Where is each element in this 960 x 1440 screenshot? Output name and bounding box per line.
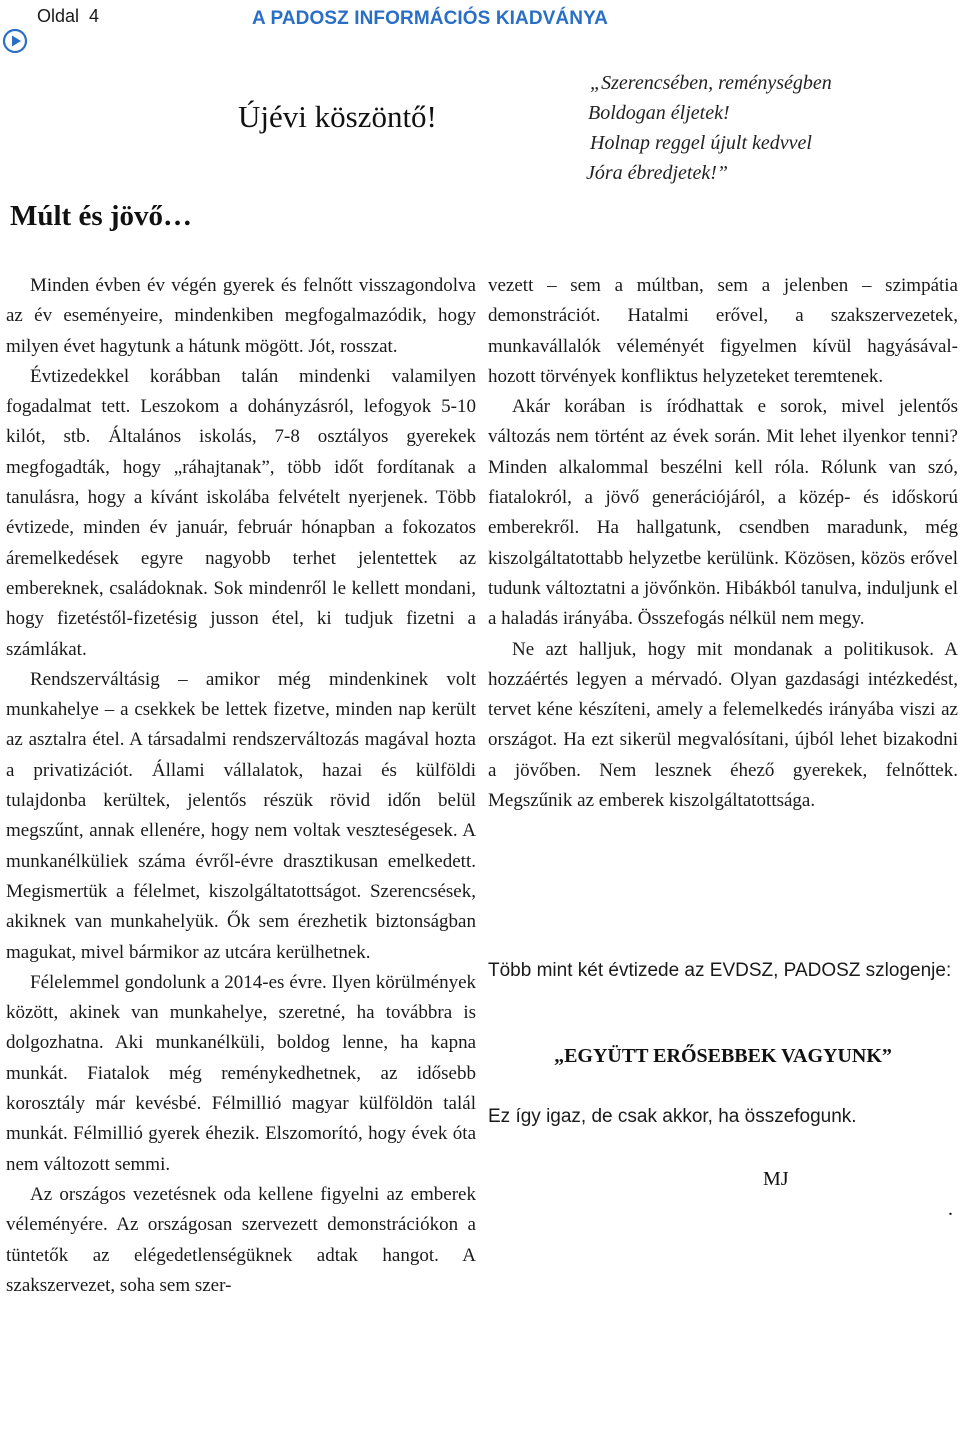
slogan: „EGYÜTT ERŐSEBBEK VAGYUNK” — [554, 1045, 892, 1067]
author-signature: MJ — [763, 1168, 789, 1190]
page-number: 4 — [89, 6, 100, 26]
page-indicator — [37, 6, 99, 27]
poem-line: Boldogan éljetek! — [588, 102, 730, 124]
paragraph: Rendszerváltásig – amikor még mindenkinek volt munkahelye – a csekkek be lettek fizetve, minden nap került az asztalra étel. A társadalmi rendszerváltozás magával hozta a privatizációt. Állami vállalatok, hazai és külföldi tulajdonba kerültek, jelentős részük rövid időn belül megszűnt, annak ellenére, hogy nem voltak veszteségesek. A munkanélküliek száma évről-évre drasztikusan emelkedett. Megismertük a félelmet, kiszolgáltatottságot. Szerencsések, akiknek van munkahelyük. Ők sem érezhetik biztonságban magukat, mivel bármikor az utcára kerülhetnek. — [6, 668, 476, 963]
article-title: Múlt és jövő… — [10, 200, 193, 232]
play-circle-icon[interactable] — [2, 28, 28, 54]
right-column — [488, 271, 958, 816]
page-label: Oldal — [37, 6, 80, 26]
trailing-mark: . — [948, 1198, 953, 1220]
paragraph: Minden évben év végén gyerek és felnőtt visszagondolva az év eseményeire, mindenkiben megfogalmazódik, hogy milyen évet hagytunk a hátunk mögött. Jót, rosszat. — [6, 275, 476, 357]
paragraph: Ne azt halljuk, hogy mit mondanak a politikusok. A hozzáértés legyen a mérvadó. Olyan gazdasági intézkedést, tervet kéne készíteni, amely a felemelkedés irányába viszi az országot. Ha ezt sikerül megvalósítani, újból lehet bizakodni a jövőben. Nem lesznek éhező gyerekek, felnőttek. Megszűnik az emberek kiszolgáltatottsága. — [488, 638, 958, 812]
poem-line: Jóra ébredjetek!” — [586, 162, 728, 184]
greeting-title: Újévi köszöntő! — [238, 99, 437, 134]
paragraph: Félelemmel gondolunk a 2014-es évre. Ilyen körülmények között, akinek van munkahelye, szeretné, ha továbbra is dolgozhatna. Aki munkanélküli, boldog lenne, ha kapna munkát. Fiatalok még reménykedhetnek, az idősebb korosztály már kevésbé. Félmillió magyar külföldön talál munkát. Félmillió gyerek éhezik. Elszomorító, hogy évek óta nem változott semmi. — [6, 971, 476, 1175]
paragraph: Akár korában is íródhattak e sorok, mivel jelentős változás nem történt az évek során. Mit lehet ilyenkor tenni? Minden alkalommal beszélni kell róla. Rólunk van szó, fiatalokról, a jövő generációjáról, a közép- és időskorú emberekről. Ha hallgatunk, csendben maradunk, még kiszolgáltatottabb helyzetbe kerülünk. Közösen, közös erővel tudunk változtatni a jövőnkön. Hibákból tanulva, induljunk el a haladás irányába. Összefogás nélkül nem megy. — [488, 396, 958, 630]
closing-line: Ez így igaz, de csak akkor, ha összefogunk. — [488, 1106, 857, 1127]
paragraph: Az országos vezetésnek oda kellene figyelni az emberek véleményére. Az országosan szervezett demonstrációkon a tüntetők az elégedetlenségüknek adtak hangot. A szakszervezet, soha sem szer- — [6, 1183, 476, 1296]
poem — [586, 68, 832, 188]
publication-title: A PADOSZ INFORMÁCIÓS KIADVÁNYA — [252, 8, 608, 29]
poem-line: „Szerencsében, reménységben — [590, 72, 832, 94]
left-column — [6, 271, 476, 1301]
paragraph: vezett – sem a múltban, sem a jelenben – szimpátia demonstrációt. Hatalmi erővel, a szakszervezetek, munkavállalók véleményét figyelmen kívül hagyásával- hozott törvények konfliktus helyzeteket teremtenek. — [488, 275, 958, 387]
paragraph: Évtizedekkel korábban talán mindenki valamilyen fogadalmat tett. Leszokom a dohányzásról, lefogyok 5-10 kilót, stb. Általános iskolás, 7-8 osztályos gyerekek megfogadták, hogy „ráhajtanak”, több időt fordítanak a tanulásra, hogy a kívánt iskolába felvételt nyerjenek. Több évtizede, minden év január, február hónapban a fokozatos áremelkedések egyre nagyobb terhet jelentettek az embereknek, családoknak. Sok mindenről le kellett mondani, hogy fizetéstől-fizetésig jusson étel, ki tudjuk fizetni a számlákat. — [6, 365, 476, 660]
poem-line: Holnap reggel újult kedvvel — [590, 132, 812, 154]
slogan-intro: Több mint két évtizede az EVDSZ, PADOSZ szlogenje: — [488, 960, 952, 981]
